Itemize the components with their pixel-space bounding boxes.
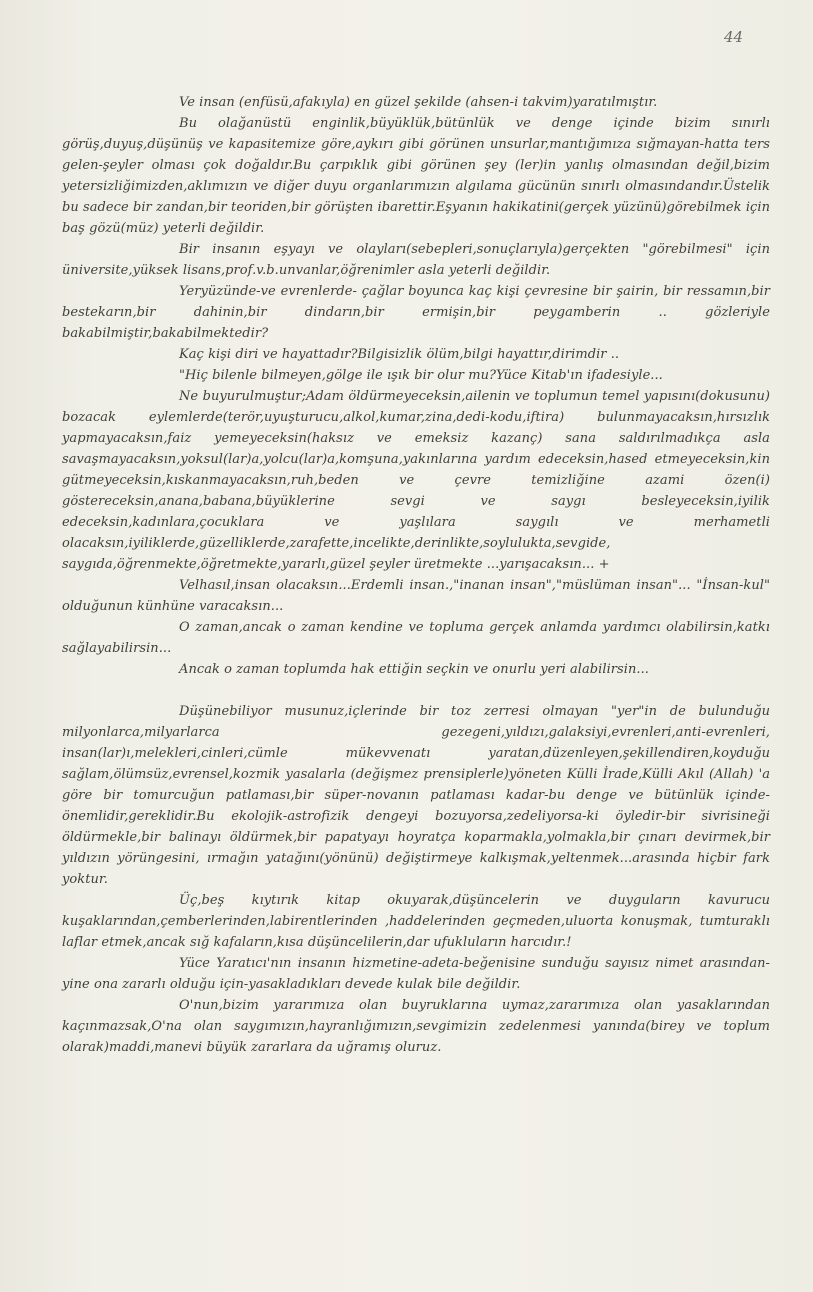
paragraph-12: Üç,beş kıytırık kitap okuyarak,düşüncelerin ve duyguların kavurucu kuşaklarından,çemberlerinden,labirentlerinden ,haddelerinden geçmeden,uluorta konuşmak, tumturaklı laflar etmek,ancak sığ kafaların,kısa düşüncelilerin,dar ufukluların harcıdır.!: [62, 893, 770, 950]
paragraph-8: Velhasıl,insan olacaksın...Erdemli insan.,"inanan insan","müslüman insan"... "İnsan-kul" olduğunun künhüne varacaksın...: [62, 578, 770, 614]
paragraph-4: Yeryüzünde-ve evrenlerde- çağlar boyunca kaç kişi çevresine bir şairin, bir ressamın,bir bestekarın,bir dahinin,bir dindarın,bir ermişin,bir peygamberin .. gözleriyle bakabilmiştir,bakabilmektedir?: [62, 284, 770, 341]
paragraph-5: Kaç kişi diri ve hayattadır?Bilgisizlik ölüm,bilgi hayattır,dirimdir ..: [179, 347, 620, 362]
paragraph-9: O zaman,ancak o zaman kendine ve topluma gerçek anlamda yardımcı olabilirsin,katkı sağlayabilirsin...: [62, 620, 770, 656]
paragraph-6: "Hiç bilenle bilmeyen,gölge ile ışık bir olur mu?Yüce Kitab'ın ifadesiyle...: [179, 368, 663, 383]
paragraph-13: Yüce Yaratıcı'nın insanın hizmetine-adeta-beğenisine sunduğu sayısız nimet arasından-yine ona zararlı olduğu için-yasakladıkları devede kulak bile değildir.: [62, 956, 770, 992]
paragraph-gap: [62, 680, 770, 701]
paragraph-2: Bu olağanüstü enginlik,büyüklük,bütünlük ve denge içinde bizim sınırlı görüş,duyuş,düşünüş ve kapasitemize göre,aykırı gibi görünen unsurlar,mantığımıza sığmayan-hatta ters gelen-şeyler olması çok doğaldır.Bu çarpıklık gibi görünen şey (ler)in yanlış olmasından değil,bizim yetersizliğimizden,aklımızın ve diğer duyu organlarımızın algılama gücünün sınırlı olmasındandır.Üstelik bu sadece bir zandan,bir teoriden,bir görüşten ibarettir.Eşyanın hakikatini(gerçek yüzünü)görebilmek için baş gözü(müz) yeterli değildir.: [62, 116, 770, 236]
paragraph-3: Bir insanın eşyayı ve olayları(sebepleri,sonuçlarıyla)gerçekten "görebilmesi" için üniversite,yüksek lisans,prof.v.b.unvanlar,öğrenimler asla yeterli değildir.: [62, 242, 770, 278]
paragraph-1: Ve insan (enfüsü,afakıyla) en güzel şekilde (ahsen-i takvim)yaratılmıştır.: [179, 95, 658, 110]
body-text: [62, 92, 770, 1058]
paragraph-14: O'nun,bizim yararımıza olan buyruklarına uymaz,zararımıza olan yasaklarından kaçınmazsak,O'na olan saygımızın,hayranlığımızın,sevgimizin zedelenmesi yanında(birey ve toplum olarak)maddi,manevi büyük zararlara da uğramış oluruz.: [62, 998, 770, 1055]
paragraph-10: Ancak o zaman toplumda hak ettiğin seçkin ve onurlu yeri alabilirsin...: [179, 662, 649, 677]
paragraph-11: Düşünebiliyor musunuz,içlerinde bir toz zerresi olmayan "yer"in de bulunduğu milyonlarca,milyarlarca gezegeni,yıldızı,galaksiyi,evrenleri,anti-evrenleri, insan(lar)ı,melekleri,cinleri,cümle mükevvenatı yaratan,düzenleyen,şekillendiren,koyduğu sağlam,ölümsüz,evrensel,kozmik yasalarla (değişmez prensiplerle)yöneten Külli İrade,Külli Akıl (Allah) 'a göre bir tomurcuğun patlaması,bir süper-novanın patlaması kadar-bu denge ve bütünlük içinde-önemlidir,gereklidir.Bu ekolojik-astrofizik dengeyi bozuyorsa,zedeliyorsa-ki öyledir-bir sivrisineği öldürmekle,bir balinayı öldürmek,bir papatyayı hoyratça koparmakla,yolmakla,bir çınarı devirmek,bir yıldızın yörüngesini, ırmağın yatağını(yönünü) değiştirmeye kalkışmak,yeltenmek...arasında hiçbir fark yoktur.: [62, 704, 770, 887]
paragraph-7: Ne buyurulmuştur;Adam öldürmeyeceksin,ailenin ve toplumun temel yapısını(dokusunu) bozacak eylemlerde(terör,uyuşturucu,alkol,kumar,zina,dedi-kodu,iftira) bulunmayacaksın,hırsızlık yapmayacaksın,faiz yemeyeceksin(haksız ve emeksiz kazanç) sana saldırılmadıkça asla savaşmayacaksın,yoksul(lar)a,yolcu(lar)a,komşuna,yakınlarına yardım edeceksin,hased etmeyeceksin,kin gütmeyeceksin,kıskanmayacaksın,ruh,beden ve çevre temizliğine azami özen(i) göstereceksin,anana,babana,büyüklerine sevgi ve saygı besleyeceksin,iyilik edeceksin,kadınlara,çocuklara ve yaşlılara saygılı ve merhametli olacaksın,iyiliklerde,güzelliklerde,zarafette,incelikte,derinlikte,soylulukta,sevgide, saygıda,öğrenmekte,öğretmekte,yararlı,güzel şeyler üretmekte ...yarışacaksın... +: [62, 389, 770, 572]
page-number: 44: [724, 28, 744, 46]
